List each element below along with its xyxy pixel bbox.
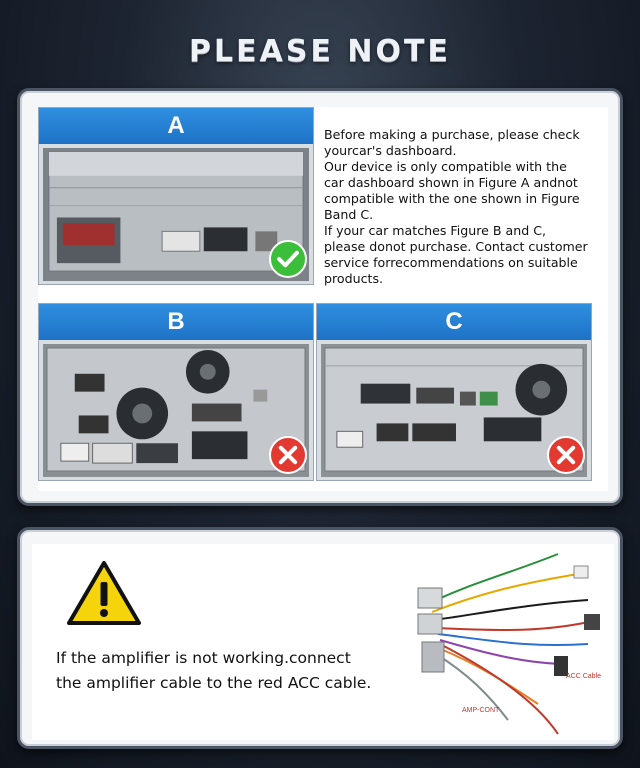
notice-line: service forrecommendations on suitable <box>324 255 578 270</box>
compatibility-panel <box>17 88 623 506</box>
wiring-harness-image <box>388 544 610 740</box>
amplifier-line: the amplifier cable to the red ACC cable. <box>56 674 372 692</box>
notice-line: If your car matches Figure B and C, <box>324 223 547 238</box>
cross-icon <box>547 436 585 474</box>
figure-a <box>38 107 314 285</box>
amplifier-panel <box>17 527 623 749</box>
check-icon <box>269 240 307 278</box>
amplifier-line: If the amplifier is not working.connect <box>56 649 351 667</box>
page-title: PLEASE NOTE <box>189 34 451 69</box>
compatibility-notice <box>324 127 614 287</box>
figure-c-label: C <box>317 304 591 340</box>
amplifier-content <box>32 544 614 740</box>
notice-line: Our device is only compatible with the <box>324 159 567 174</box>
notice-line: car dashboard shown in Figure A andnot <box>324 175 578 190</box>
amplifier-instructions <box>56 646 396 696</box>
compatibility-content <box>38 107 608 491</box>
notice-line: products. <box>324 271 384 286</box>
acc-cable-label: ACC Cable <box>566 673 602 680</box>
figure-c <box>316 303 592 481</box>
warning-triangle-icon <box>66 560 142 626</box>
cross-icon <box>269 436 307 474</box>
amp-cont-label: AMP-CONT <box>462 707 500 714</box>
notice-line: Band C. <box>324 207 374 222</box>
figure-b <box>38 303 314 481</box>
figure-a-label: A <box>39 108 313 144</box>
notice-line: please donot purchase. Contact customer <box>324 239 588 254</box>
notice-line: yourcar's dashboard. <box>324 143 457 158</box>
notice-line: compatible with the one shown in Figure <box>324 191 580 206</box>
notice-line: Before making a purchase, please check <box>324 127 580 142</box>
figure-b-label: B <box>39 304 313 340</box>
